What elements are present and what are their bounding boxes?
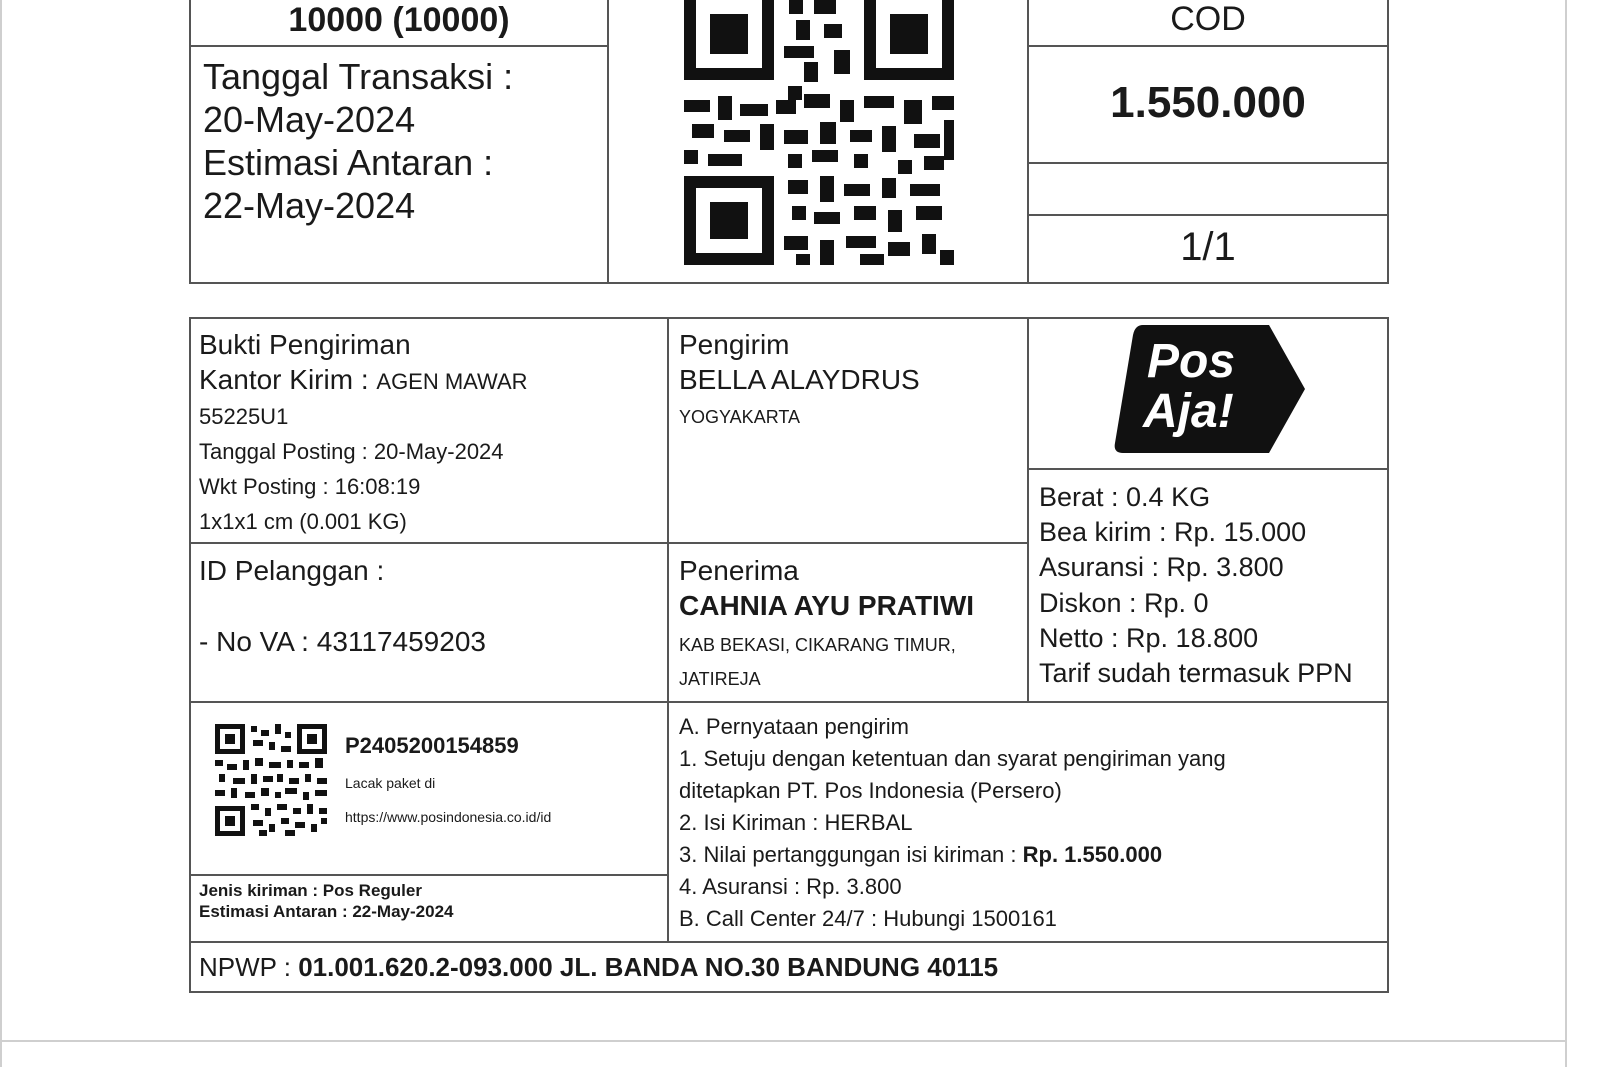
kantor-kirim-value: AGEN MAWAR: [376, 369, 528, 394]
tracking-lacak-label: Lacak paket di: [345, 775, 436, 791]
estimasi-antaran-label: Estimasi Antaran :: [203, 142, 494, 183]
receiver-address-line2: JATIREJA: [679, 669, 761, 689]
statement-item5: B. Call Center 24/7 : Hubungi 1500161: [679, 906, 1057, 931]
asuransi: Asuransi : Rp. 3.800: [1039, 552, 1284, 582]
pos-aja-logo-line1: Pos: [1147, 335, 1236, 388]
receiver-address-line1: KAB BEKASI, CIKARANG TIMUR,: [679, 635, 956, 655]
berat: Berat : 0.4 KG: [1039, 482, 1211, 512]
pos-aja-logo-line2: Aja!: [1143, 385, 1234, 438]
pos-aja-logo: [1113, 325, 1307, 457]
proof-title: Bukti Pengiriman: [199, 329, 411, 360]
customer-va: - No VA : 43117459203: [199, 626, 486, 657]
estimasi-antaran: 22-May-2024: [203, 185, 416, 226]
page-border-left: [0, 0, 2, 1067]
lower-divider-1: [667, 319, 669, 943]
page-border-bottom: [0, 1040, 1567, 1042]
statement-item4: 4. Asuransi : Rp. 3.800: [679, 874, 902, 899]
statement-item3-value: Rp. 1.550.000: [1022, 842, 1163, 867]
statement-title: A. Pernyataan pengirim: [679, 714, 909, 739]
cod-amount: 1.550.000: [1110, 78, 1306, 127]
statement-item2: 2. Isi Kiriman : HERBAL: [679, 810, 913, 835]
diskon: Diskon : Rp. 0: [1039, 588, 1209, 618]
tanggal-posting: Tanggal Posting : 20-May-2024: [199, 439, 504, 464]
statement-item3: [679, 842, 1162, 868]
row-divider-1: [189, 542, 1029, 544]
service-type: COD: [1170, 0, 1246, 38]
jenis-estimasi: Estimasi Antaran : 22-May-2024: [199, 902, 454, 921]
row-divider-2: [189, 701, 1389, 703]
dimensi: 1x1x1 cm (0.001 KG): [199, 509, 407, 534]
ppn-note: Tarif sudah termasuk PPN: [1039, 658, 1353, 688]
package-count: 1/1: [1180, 225, 1236, 269]
kantor-kirim-label: [199, 364, 528, 398]
sender-city: YOGYAKARTA: [679, 407, 801, 427]
sender-label: Pengirim: [679, 329, 790, 360]
lower-divider-2: [1027, 319, 1029, 703]
waktu-posting: Wkt Posting : 16:08:19: [199, 474, 421, 499]
top-divider-1: [607, 0, 609, 284]
top-right-hline: [1027, 214, 1389, 216]
tracking-url: https://www.posindonesia.co.id/id: [345, 809, 552, 825]
weight-code: 10000 (10000): [288, 1, 510, 39]
row-divider-4: [189, 941, 1389, 943]
page-border-right: [1565, 0, 1567, 1067]
npwp-value: 01.001.620.2-093.000 JL. BANDA NO.30 BANDUNG 40115: [298, 952, 999, 982]
tracking-number: P2405200154859: [345, 733, 519, 758]
tanggal-transaksi: 20-May-2024: [203, 99, 416, 140]
netto: Netto : Rp. 18.800: [1039, 623, 1259, 653]
statement-item1-line1: 1. Setuju dengan ketentuan dan syarat pengiriman yang: [679, 746, 1226, 771]
row-divider-3: [189, 874, 669, 876]
statement-item1-line2: ditetapkan PT. Pos Indonesia (Persero): [679, 778, 1062, 803]
tracking-qr-code: [215, 724, 327, 836]
jenis-kiriman: Jenis kiriman : Pos Reguler: [199, 881, 422, 900]
receiver-name: CAHNIA AYU PRATIWI: [679, 590, 975, 621]
customer-id-label: ID Pelanggan :: [199, 555, 385, 586]
kantor-kirim-label-text: Kantor Kirim :: [199, 364, 369, 395]
qr-code: [684, 0, 954, 265]
npwp: [199, 952, 998, 982]
top-left-hline: [189, 45, 609, 47]
statement-item3-prefix: 3. Nilai pertanggungan isi kiriman :: [679, 842, 1023, 867]
sender-name: BELLA ALAYDRUS: [679, 364, 920, 395]
row-divider-logo: [1027, 468, 1389, 470]
receiver-label: Penerima: [679, 555, 799, 586]
kantor-code: 55225U1: [199, 404, 289, 429]
bea-kirim: Bea kirim : Rp. 15.000: [1039, 517, 1307, 547]
tanggal-transaksi-label: Tanggal Transaksi :: [203, 56, 514, 97]
npwp-label: NPWP :: [199, 952, 299, 982]
